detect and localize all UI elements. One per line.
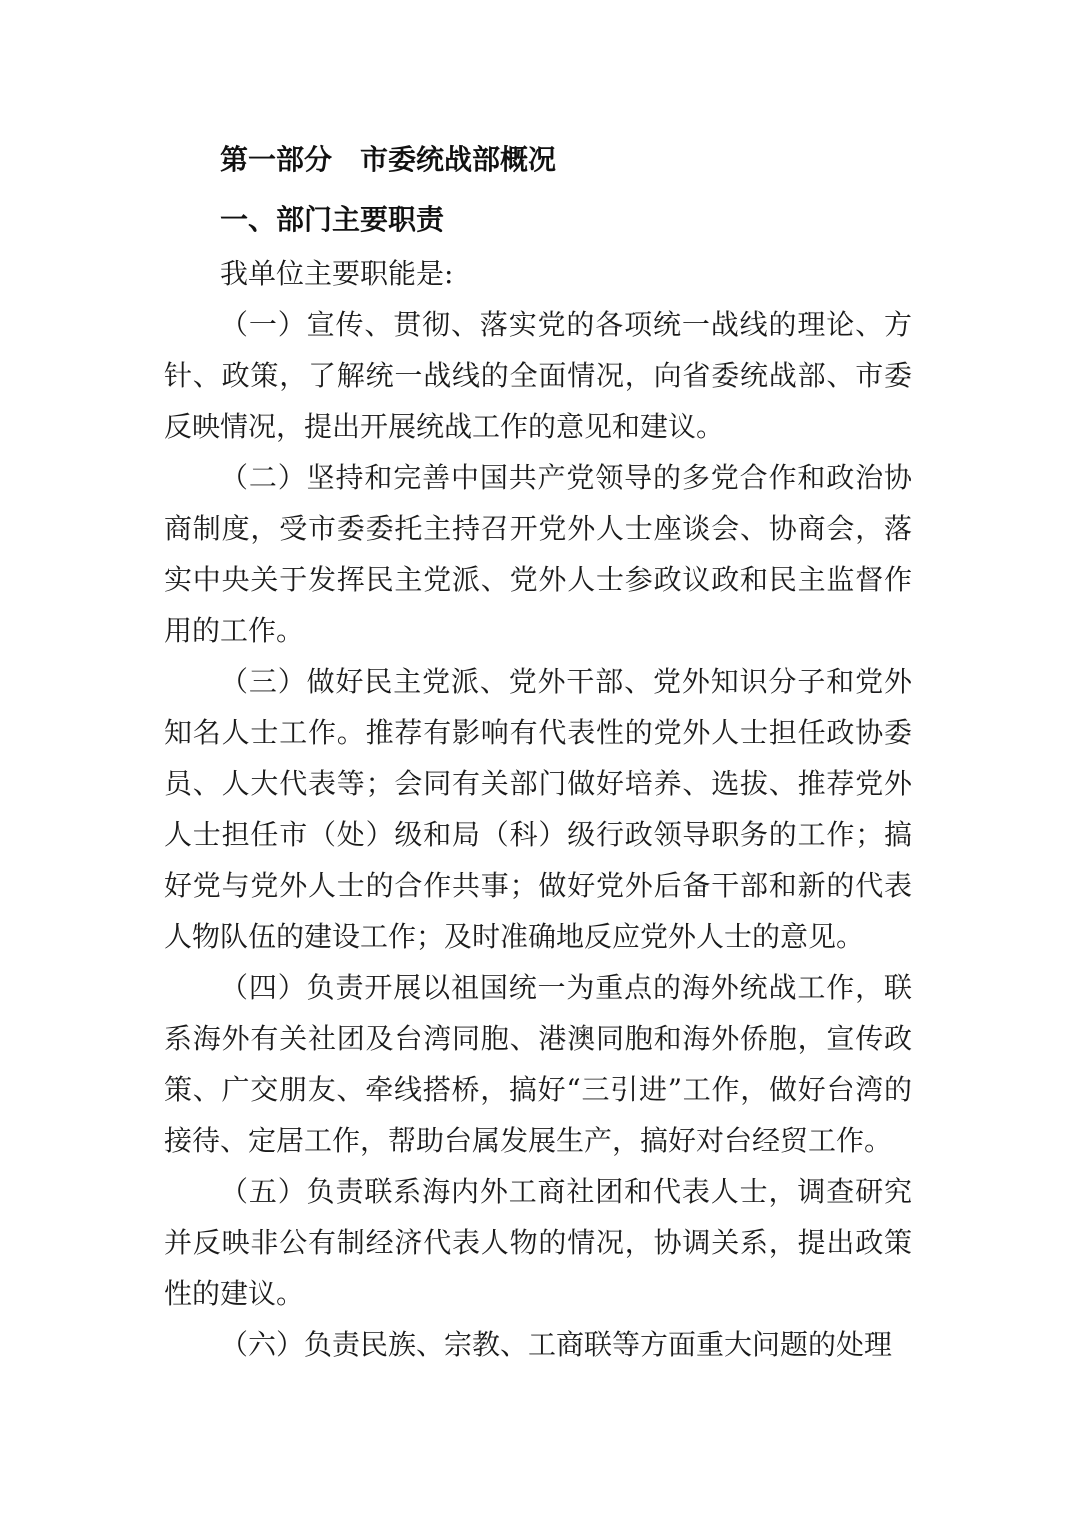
part-title: 第一部分 市委统战部概况 [220, 143, 557, 176]
duty-paragraph-4: （四）负责开展以祖国统一为重点的海外统战工作，联系海外有关社团及台湾同胞、港澳同胞和海外侨胞，宣传政策、广交朋友、牵线搭桥，搞好“三引进”工作，做好台湾的接待、定居工作，帮助台属发展生产，搞好对台经贸工作。 [164, 971, 912, 1157]
duty-paragraph-1: （一）宣传、贯彻、落实党的各项统一战线的理论、方针、政策，了解统一战线的全面情况，向省委统战部、市委反映情况，提出开展统战工作的意见和建议。 [164, 308, 912, 443]
section-heading: 一、部门主要职责 [220, 203, 445, 236]
intro-paragraph: 我单位主要职能是: [220, 257, 454, 290]
duty-paragraph-2: （二）坚持和完善中国共产党领导的多党合作和政治协商制度，受市委委托主持召开党外人士座谈会、协商会，落实中央关于发挥民主党派、党外人士参政议政和民主监督作用的工作。 [164, 461, 912, 647]
duty-paragraph-3: （三）做好民主党派、党外干部、党外知识分子和党外知名人士工作。推荐有影响有代表性的党外人士担任政协委员、人大代表等；会同有关部门做好培养、选拔、推荐党外人士担任市（处）级和局（科）级行政领导职务的工作；搞好党与党外人士的合作共事；做好党外后备干部和新的代表人物队伍的建设工作；及时准确地反应党外人士的意见。 [164, 665, 912, 953]
duty-paragraph-5: （五）负责联系海内外工商社团和代表人士，调查研究并反映非公有制经济代表人物的情况，协调关系，提出政策性的建议。 [164, 1175, 912, 1310]
duty-paragraph-6: （六）负责民族、宗教、工商联等方面重大问题的处理 [220, 1328, 893, 1361]
document-body [164, 248, 912, 1370]
